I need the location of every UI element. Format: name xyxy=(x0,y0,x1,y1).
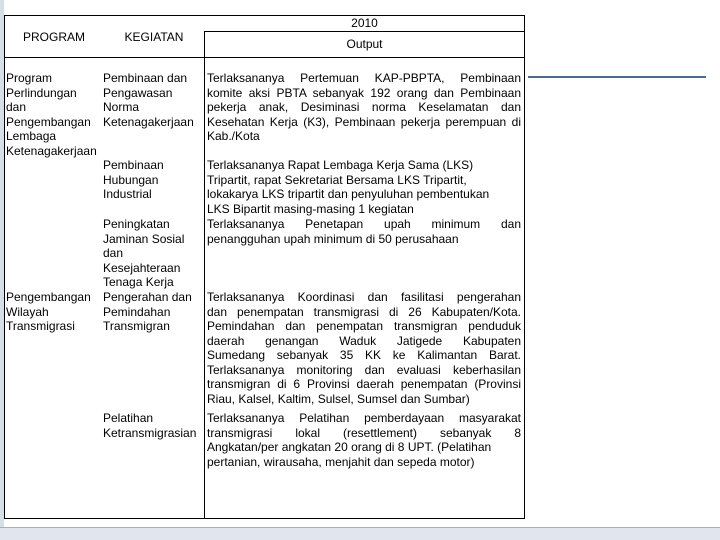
program-line: Transmigrasi xyxy=(6,319,75,333)
header-year: 2010 xyxy=(351,16,378,30)
kegiatan-line: Pelatihan xyxy=(103,411,154,425)
kegiatan-cell xyxy=(103,411,205,440)
program-cell xyxy=(6,71,102,158)
kegiatan-line: Hubungan xyxy=(103,172,159,187)
output-line: Sumedang sebanyak 35 KK ke Kalimantan Barat. xyxy=(207,348,521,362)
kegiatan-line: Pembinaan dan xyxy=(103,71,188,85)
output-line: Angkatan/per angkatan 20 orang di 8 UPT. (Pelatihan xyxy=(207,440,492,454)
kegiatan-line: Tenaga Kerja xyxy=(103,275,174,289)
output-cell xyxy=(207,217,521,246)
kegiatan-line: Pemindahan xyxy=(103,304,171,319)
program-line: Pengembangan xyxy=(6,114,91,129)
kegiatan-cell xyxy=(103,290,203,334)
output-cell xyxy=(207,290,521,406)
kegiatan-cell xyxy=(103,71,203,129)
output-line: transmigran di 6 Provinsi daerah penempatan (Provinsi xyxy=(207,377,521,391)
output-line: pekerja anak, Desiminasi norma Keselamatan dan xyxy=(207,100,521,114)
table-divider xyxy=(204,31,205,519)
program-line: Wilayah xyxy=(6,304,49,319)
program-line: Ketenagakerjaan xyxy=(6,143,97,158)
output-line: Pemindahan dan penempatan transmigran penduduk xyxy=(207,319,521,333)
program-cell xyxy=(6,290,102,334)
output-line: penangguhan upah minimum di 50 perusahaan xyxy=(207,231,459,246)
program-line: Pengembangan xyxy=(6,290,91,304)
kegiatan-line: Ketransmigrasian xyxy=(103,425,197,440)
output-line: Terlaksananya Koordinasi dan fasilitasi pengerahan xyxy=(207,290,521,304)
header-kegiatan: KEGIATAN xyxy=(124,30,184,44)
output-line: daerah genangan Waduk Jatigede Kabupaten xyxy=(207,333,521,348)
output-line: pertanian, wirausaha, menjahit dan sepeda motor) xyxy=(207,454,475,469)
output-cell xyxy=(207,411,521,469)
kegiatan-line: Ketenagakerjaan xyxy=(103,114,194,129)
output-line: Kab./Kota xyxy=(207,129,260,143)
kegiatan-line: Pengerahan dan xyxy=(103,290,192,304)
output-line: Terlaksananya Penetapan upah minimum dan xyxy=(207,217,521,231)
output-line: LKS Bipartit masing-masing 1 kegiatan xyxy=(207,201,414,216)
kegiatan-line: Pembinaan xyxy=(103,158,164,172)
kegiatan-line: Jaminan Sosial xyxy=(103,231,185,246)
output-line: Terlaksananya monitoring dan evaluasi keberhasilan xyxy=(207,362,521,377)
kegiatan-line: Norma xyxy=(103,100,140,114)
kegiatan-cell xyxy=(103,217,203,290)
output-line: Tripartit, rapat Sekretariat Bersama LKS Tripartit, xyxy=(207,172,467,187)
kegiatan-line: Industrial xyxy=(103,187,152,201)
table-divider xyxy=(204,31,525,32)
slide-bottom-border xyxy=(0,528,720,540)
output-line: komite aksi PBTA sebanyak 192 orang dan Pembinaan xyxy=(207,85,521,100)
output-line: Terlaksananya Pelatihan pemberdayaan masyarakat xyxy=(207,411,521,425)
header-output: Output xyxy=(346,37,383,51)
output-line: Terlaksananya Rapat Lembaga Kerja Sama (LKS) xyxy=(207,158,474,172)
output-line: Riau, Kalsel, Kaltim, Sulsel, Sumsel dan Sumbar) xyxy=(207,391,470,406)
kegiatan-line: Transmigran xyxy=(103,319,170,333)
output-line: lokakarya LKS tripartit dan penyuluhan pembentukan xyxy=(207,187,490,201)
kegiatan-line: Peningkatan xyxy=(103,217,170,231)
output-line: Terlaksananya Pertemuan KAP-PBPTA, Pembinaan xyxy=(207,71,521,85)
output-line: transmigrasi lokal (resettlement) sebanyak 8 xyxy=(207,425,521,440)
header-program: PROGRAM xyxy=(22,30,85,44)
output-cell xyxy=(207,71,521,144)
kegiatan-line: Kesejahteraan xyxy=(103,260,181,275)
output-line: dan penempatan transmigrasi di 26 Kabupaten/Kota. xyxy=(207,304,521,319)
output-cell xyxy=(207,158,511,216)
kegiatan-line: dan xyxy=(103,246,124,260)
table-divider xyxy=(4,57,525,58)
kegiatan-cell xyxy=(103,158,203,202)
output-line: Kesehatan Kerja (K3), Pembinaan pekerja perempuan di xyxy=(207,114,521,129)
program-line: Lembaga xyxy=(6,129,57,143)
program-line: Program xyxy=(6,71,53,85)
slide-accent-line xyxy=(528,76,706,78)
kegiatan-line: Pengawasan xyxy=(103,85,173,100)
program-line: dan xyxy=(6,100,27,114)
program-line: Perlindungan xyxy=(6,85,77,100)
